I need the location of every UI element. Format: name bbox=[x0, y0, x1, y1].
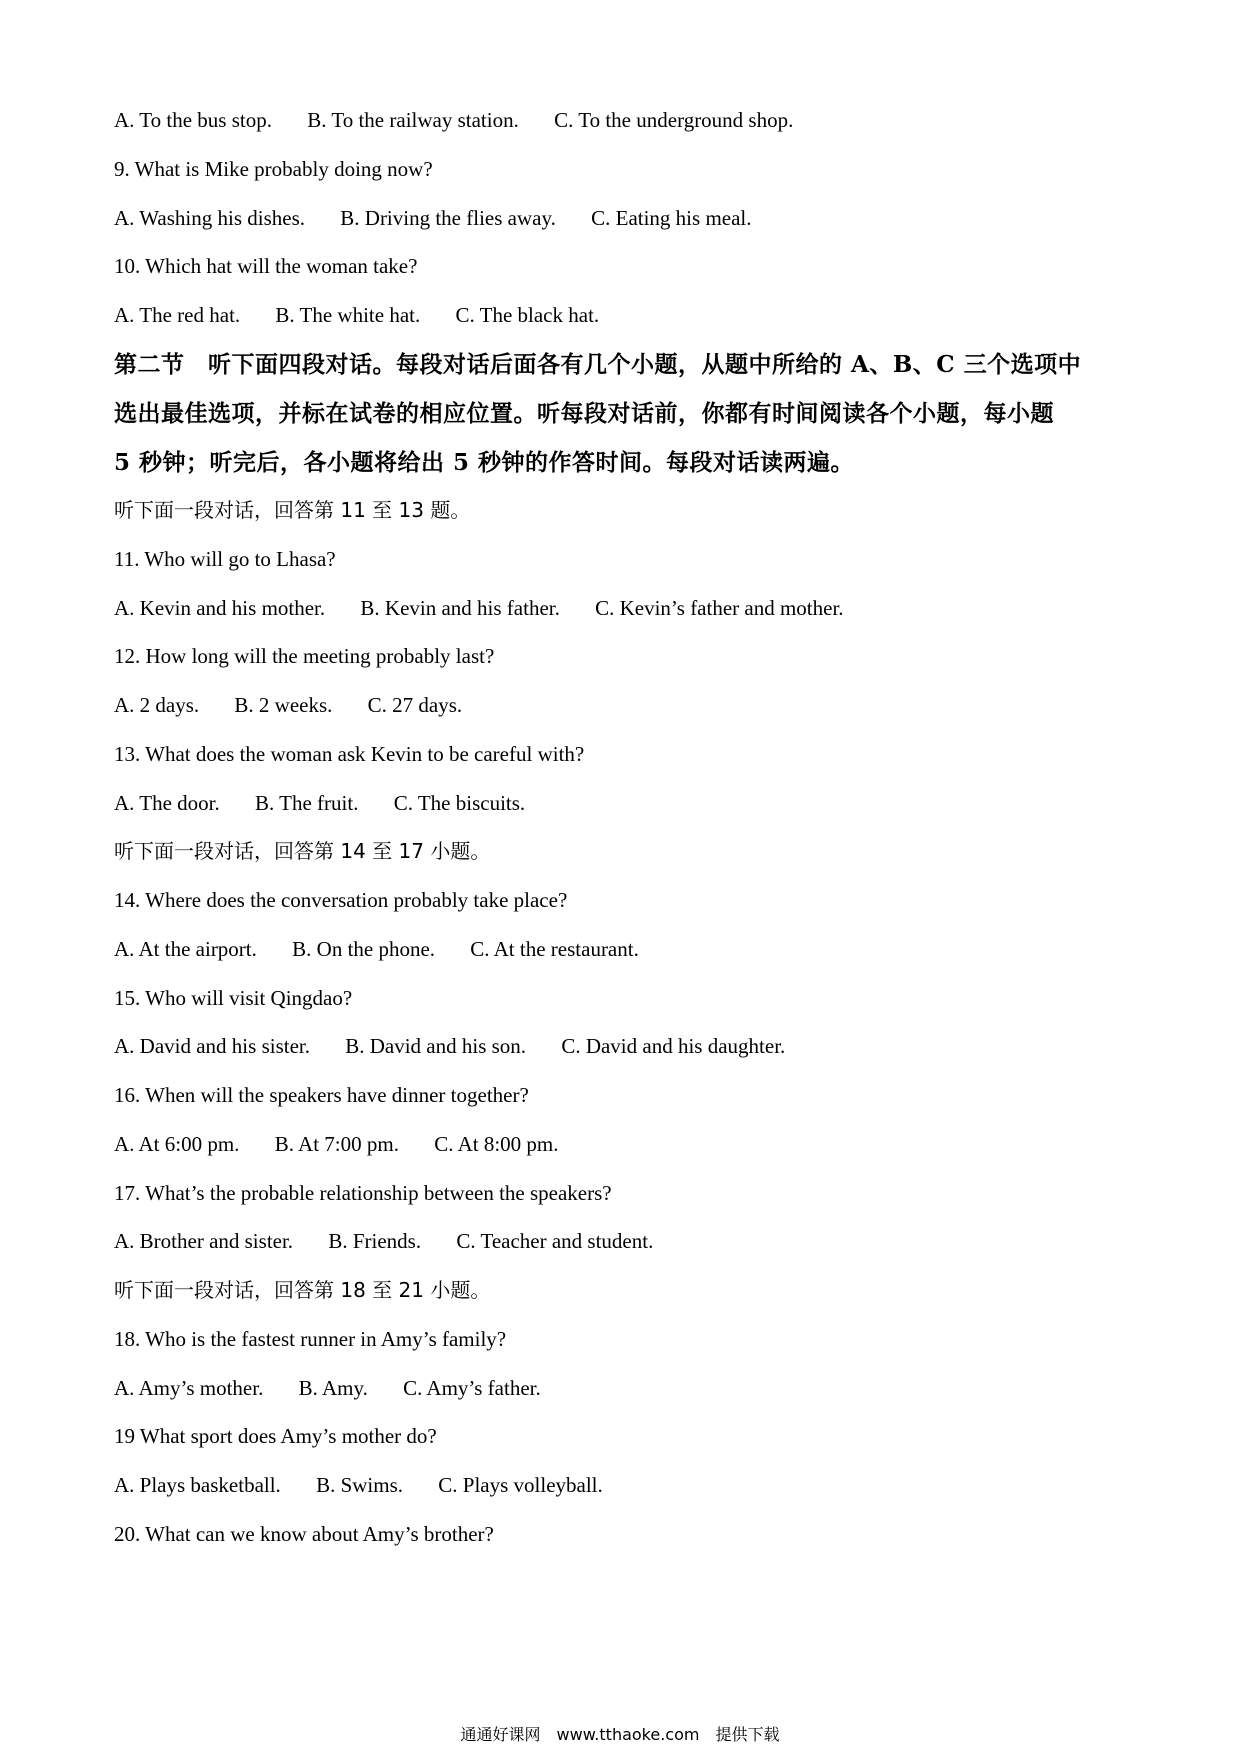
q9-question: 9. What is Mike probably doing now? bbox=[114, 157, 433, 181]
q16-option-b: B. At 7:00 pm. bbox=[274, 1132, 399, 1156]
q17-option-c: C. Teacher and student. bbox=[456, 1229, 654, 1253]
q8-option-b: B. To the railway station. bbox=[307, 108, 519, 132]
q19-option-a: A. Plays basketball. bbox=[114, 1473, 281, 1497]
q18-option-b: B. Amy. bbox=[298, 1376, 368, 1400]
q10-option-a: A. The red hat. bbox=[114, 303, 241, 327]
q17-option-a: A. Brother and sister. bbox=[114, 1229, 294, 1253]
q9-options bbox=[114, 204, 752, 232]
page-footer: 通通好课网 www.tthaoke.com 提供下载 bbox=[460, 1725, 780, 1744]
q12-question: 12. How long will the meeting probably last? bbox=[114, 644, 495, 668]
q15-option-c: C. David and his daughter. bbox=[561, 1034, 786, 1058]
q14-option-c: C. At the restaurant. bbox=[470, 937, 639, 961]
q9-option-b: B. Driving the flies away. bbox=[340, 206, 556, 230]
q20-question: 20. What can we know about Amy’s brother? bbox=[114, 1522, 494, 1546]
q18-option-a: A. Amy’s mother. bbox=[114, 1376, 264, 1400]
q18-options bbox=[114, 1374, 541, 1402]
q10-option-c: C. The black hat. bbox=[455, 303, 600, 327]
q8-option-a: A. To the bus stop. bbox=[114, 108, 272, 132]
q19-option-c: C. Plays volleyball. bbox=[438, 1473, 603, 1497]
q15-question: 15. Who will visit Qingdao? bbox=[114, 986, 353, 1010]
q19-option-b: B. Swims. bbox=[316, 1473, 404, 1497]
q12-option-c: C. 27 days. bbox=[367, 693, 463, 717]
q19-question: 19 What sport does Amy’s mother do? bbox=[114, 1424, 437, 1448]
q9-option-c: C. Eating his meal. bbox=[591, 206, 752, 230]
q18-option-c: C. Amy’s father. bbox=[403, 1376, 541, 1400]
section-2-heading-line-1: 第二节 听下面四段对话。每段对话后面各有几个小题，从题中所给的 A、B、C 三个选项中 bbox=[114, 351, 1082, 378]
q13-option-b: B. The fruit. bbox=[255, 791, 359, 815]
q14-options bbox=[114, 935, 639, 963]
q12-options bbox=[114, 691, 462, 719]
q10-options bbox=[114, 301, 599, 329]
section-2-heading-line-3: 5 秒钟；听完后，各小题将给出 5 秒钟的作答时间。每段对话读两遍。 bbox=[114, 449, 855, 476]
q17-option-b: B. Friends. bbox=[328, 1229, 422, 1253]
q13-option-a: A. The door. bbox=[114, 791, 220, 815]
q19-options bbox=[114, 1471, 603, 1499]
q10-question: 10. Which hat will the woman take? bbox=[114, 254, 418, 278]
q15-option-a: A. David and his sister. bbox=[114, 1034, 310, 1058]
q13-question: 13. What does the woman ask Kevin to be careful with? bbox=[114, 742, 585, 766]
q18-question: 18. Who is the fastest runner in Amy’s family? bbox=[114, 1327, 507, 1351]
q13-options bbox=[114, 789, 525, 817]
q10-option-b: B. The white hat. bbox=[275, 303, 421, 327]
q14-question: 14. Where does the conversation probably take place? bbox=[114, 888, 568, 912]
section-2-heading bbox=[114, 340, 1134, 487]
q16-options bbox=[114, 1130, 559, 1158]
q11-option-b: B. Kevin and his father. bbox=[360, 596, 560, 620]
q11-option-a: A. Kevin and his mother. bbox=[114, 596, 326, 620]
q8-option-c: C. To the underground shop. bbox=[554, 108, 794, 132]
q12-option-a: A. 2 days. bbox=[114, 693, 200, 717]
q16-question: 16. When will the speakers have dinner together? bbox=[114, 1083, 529, 1107]
q15-option-b: B. David and his son. bbox=[345, 1034, 527, 1058]
q14-option-a: A. At the airport. bbox=[114, 937, 257, 961]
q17-options bbox=[114, 1227, 653, 1255]
q15-options bbox=[114, 1032, 785, 1060]
q16-option-c: C. At 8:00 pm. bbox=[434, 1132, 559, 1156]
q16-option-a: A. At 6:00 pm. bbox=[114, 1132, 240, 1156]
q11-option-c: C. Kevin’s father and mother. bbox=[595, 596, 844, 620]
section-2-heading-line-2: 选出最佳选项，并标在试卷的相应位置。听每段对话前，你都有时间阅读各个小题，每小题 bbox=[114, 400, 1054, 427]
q11-options bbox=[114, 594, 844, 622]
q11-question: 11. Who will go to Lhasa? bbox=[114, 547, 336, 571]
q17-question: 17. What’s the probable relationship between the speakers? bbox=[114, 1181, 612, 1205]
q12-option-b: B. 2 weeks. bbox=[234, 693, 333, 717]
dialog-1-instruction: 听下面一段对话，回答第 11 至 13 题。 bbox=[114, 498, 471, 522]
q8-options bbox=[114, 106, 793, 134]
q13-option-c: C. The biscuits. bbox=[393, 791, 526, 815]
q14-option-b: B. On the phone. bbox=[292, 937, 436, 961]
q9-option-a: A. Washing his dishes. bbox=[114, 206, 306, 230]
dialog-2-instruction: 听下面一段对话，回答第 14 至 17 小题。 bbox=[114, 839, 491, 863]
dialog-3-instruction: 听下面一段对话，回答第 18 至 21 小题。 bbox=[114, 1278, 491, 1302]
